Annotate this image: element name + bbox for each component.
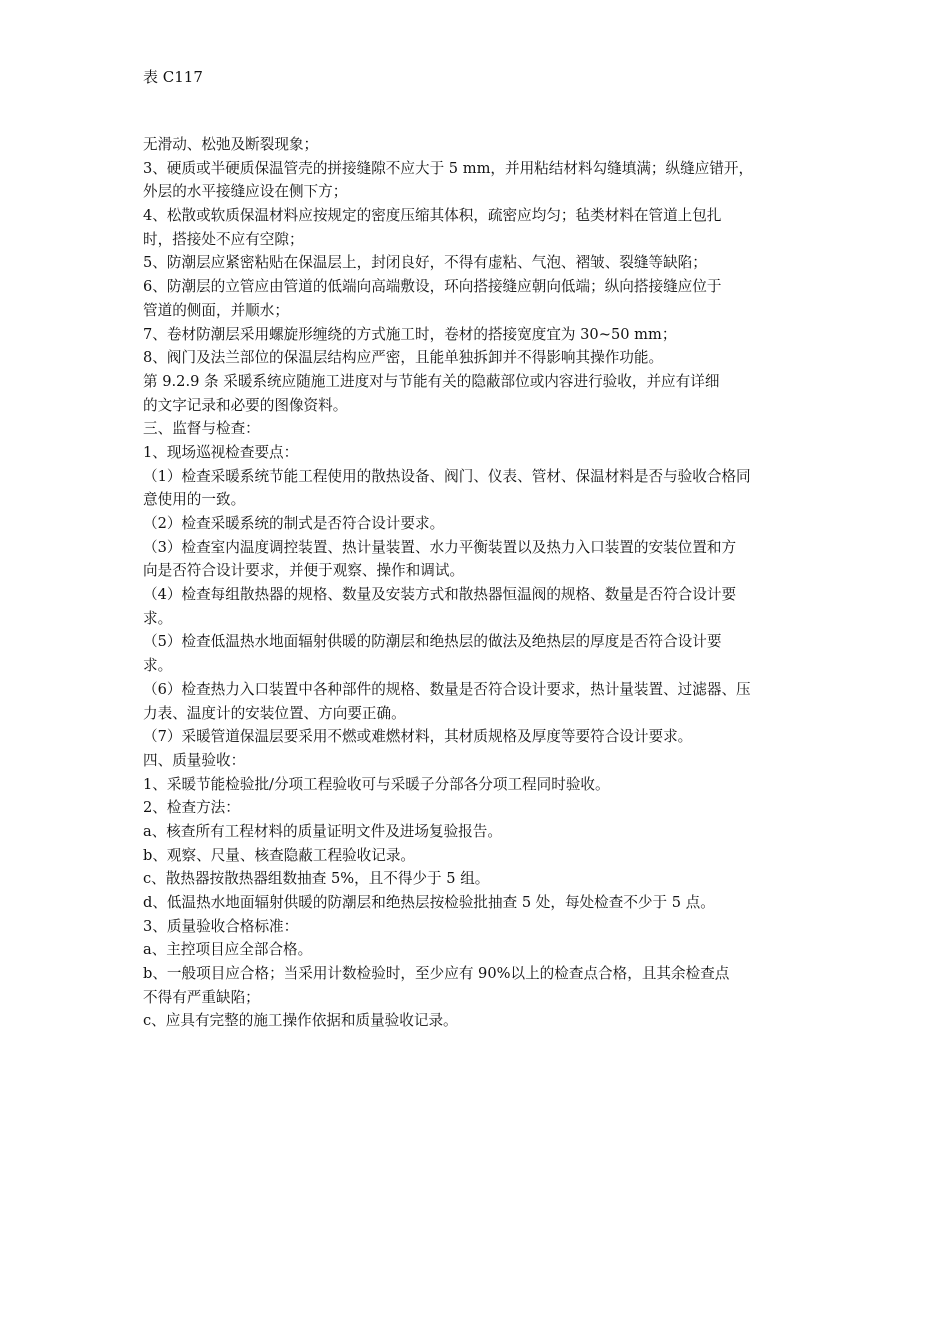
text-line: （3）检查室内温度调控装置、热计量装置、水力平衡装置以及热力入口装置的安装位置和方: [143, 538, 737, 556]
text-line: 4、松散或软质保温材料应按规定的密度压缩其体积，疏密应均匀；毡类材料在管道上包扎: [143, 207, 722, 225]
text-line: （5）检查低温热水地面辐射供暖的防潮层和绝热层的做法及绝热层的厚度是否符合设计要: [143, 633, 722, 651]
text-line: 力表、温度计的安装位置、方向要正确。: [143, 704, 406, 722]
document-body: [143, 133, 815, 1033]
text-line: b、一般项目应合格；当采用计数检验时，至少应有 90%以上的检查点合格，且其余检查点: [143, 965, 730, 983]
text-line: 时，搭接处不应有空隙；: [143, 230, 304, 248]
text-line: （2）检查采暖系统的制式是否符合设计要求。: [143, 515, 445, 532]
text-line: 2、检查方法：: [143, 799, 240, 817]
text-line: 7、卷材防潮层采用螺旋形缠绕的方式施工时，卷材的搭接宽度宜为 30~50 mm；: [143, 325, 677, 343]
text-line: 的文字记录和必要的图像资料。: [143, 396, 348, 414]
text-line: （4）检查每组散热器的规格、数量及安装方式和散热器恒温阀的规格、数量是否符合设计要: [143, 586, 737, 604]
text-line: 1、现场巡视检查要点：: [143, 443, 299, 461]
text-line: a、主控项目应全部合格。: [143, 941, 313, 959]
text-line: 1、采暖节能检验批/分项工程验收可与采暖子分部各分项工程同时验收。: [143, 775, 610, 793]
text-line: 外层的水平接缝应设在侧下方；: [143, 183, 348, 201]
text-line: 3、硬质或半硬质保温管壳的拼接缝隙不应大于 5 mm，并用粘结材料勾缝填满；纵缝应错开，: [143, 159, 754, 177]
text-line: 8、阀门及法兰部位的保温层结构应严密，且能单独拆卸并不得影响其操作功能。: [143, 349, 664, 367]
text-line: 向是否符合设计要求，并便于观察、操作和调试。: [143, 562, 465, 580]
text-line: d、低温热水地面辐射供暖的防潮层和绝热层按检验批抽查 5 处，每处检查不少于 5 点。: [143, 894, 715, 911]
text-line: 6、防潮层的立管应由管道的低端向高端敷设，环向搭接缝应朝向低端；纵向搭接缝应位于: [143, 278, 722, 296]
text-line: c、应具有完整的施工操作依据和质量验收记录。: [143, 1012, 458, 1030]
text-line: 不得有严重缺陷；: [143, 988, 260, 1006]
text-line: a、核查所有工程材料的质量证明文件及进场复验报告。: [143, 822, 502, 840]
table-code-header: 表 C117: [143, 68, 203, 86]
text-line: 3、质量验收合格标准：: [143, 917, 299, 935]
text-line: c、散热器按散热器组数抽查 5%，且不得少于 5 组。: [143, 870, 490, 888]
text-line: （7）采暖管道保温层要采用不燃或难燃材料，其材质规格及厚度等要符合设计要求。: [143, 728, 693, 746]
text-line: 无滑动、松弛及断裂现象；: [143, 136, 319, 153]
text-line: b、观察、尺量、核查隐蔽工程验收记录。: [143, 846, 416, 864]
text-line: 5、防潮层应紧密粘贴在保温层上，封闭良好，不得有虚粘、气泡、褶皱、裂缝等缺陷；: [143, 254, 707, 272]
text-line: 三、监督与检查：: [143, 420, 260, 438]
text-line: 管道的侧面，并顺水；: [143, 301, 289, 319]
text-line: 求。: [143, 657, 173, 675]
text-line: 四、质量验收：: [143, 751, 246, 769]
text-line: 意使用的一致。: [143, 491, 246, 509]
text-line: 求。: [143, 609, 173, 627]
text-line: （6）检查热力入口装置中各种部件的规格、数量是否符合设计要求，热计量装置、过滤器、压: [143, 680, 751, 698]
text-line: （1）检查采暖系统节能工程使用的散热设备、阀门、仪表、管材、保温材料是否与验收合格同: [143, 467, 751, 485]
text-line: 第 9.2.9 条 采暖系统应随施工进度对与节能有关的隐蔽部位或内容进行验收，并应有详细: [143, 372, 720, 390]
